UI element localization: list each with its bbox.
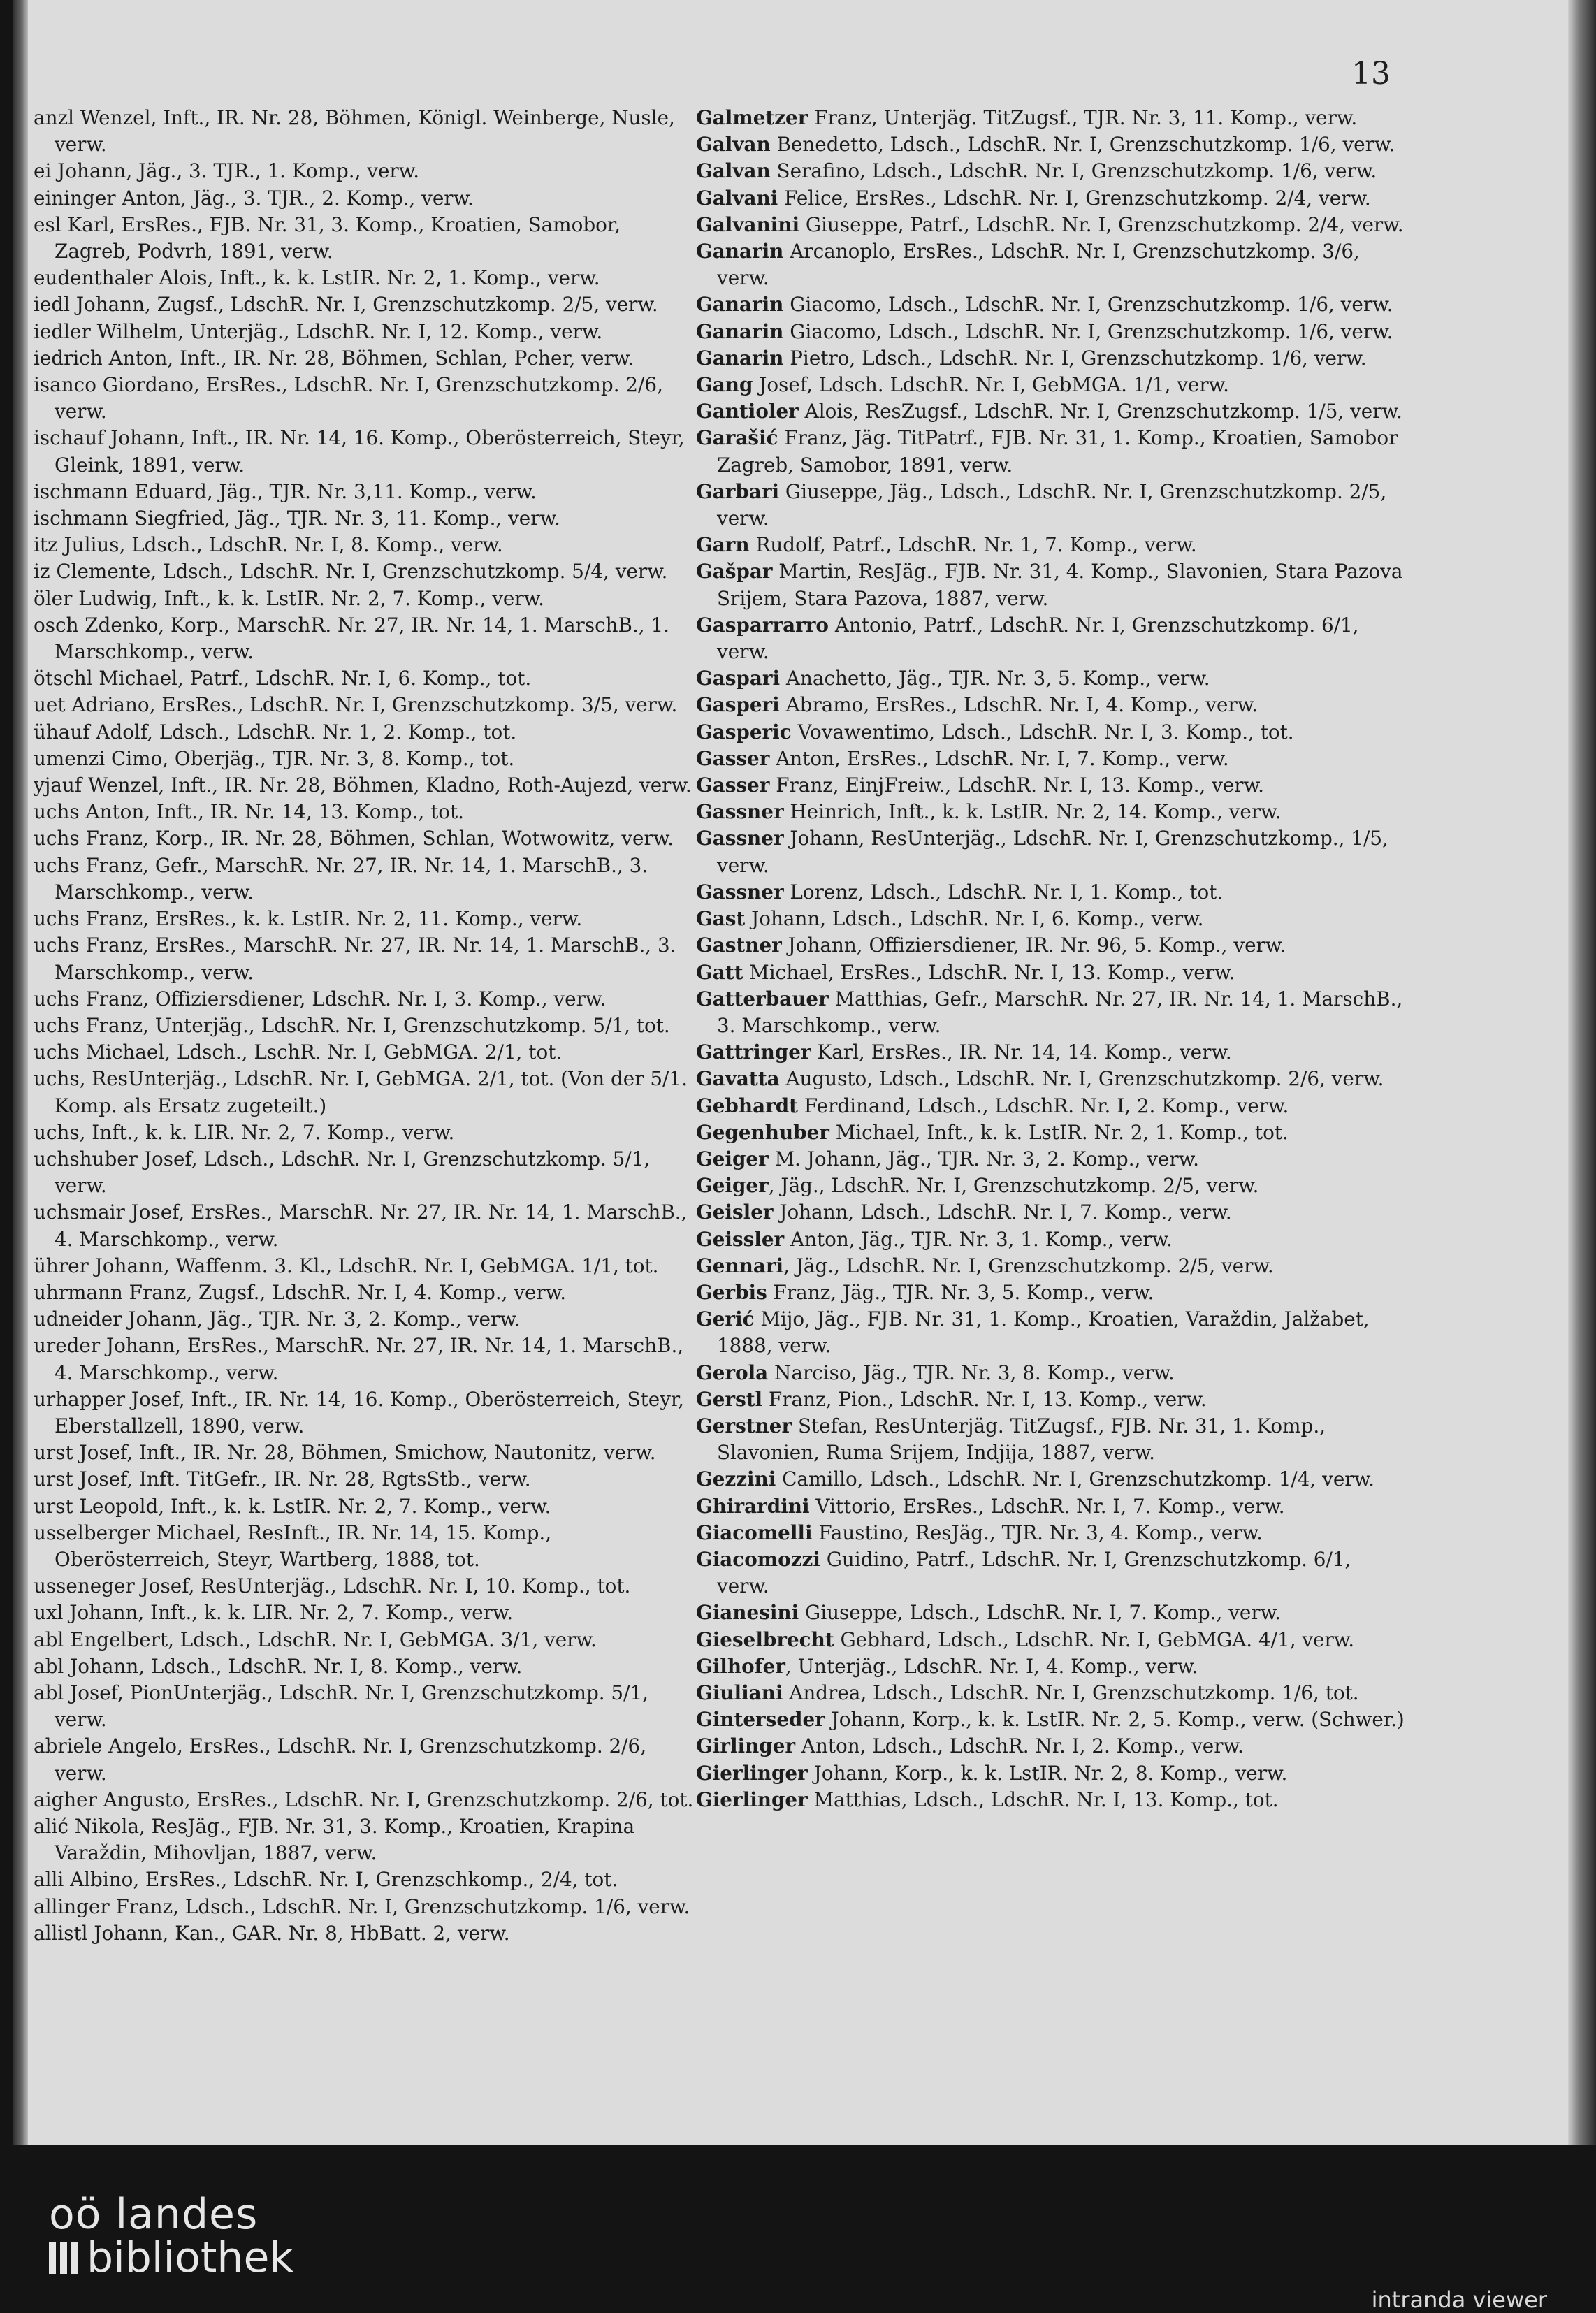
list-entry: ührer Johann, Waffenm. 3. Kl., LdschR. Nr. I, GebMGA. 1/1, tot. [34,1254,659,1277]
list-entry [696,425,1409,478]
list-entry [696,906,1409,932]
entry-surname: Gerstner [696,1414,792,1437]
entry-surname: Gantioler [696,400,799,423]
list-entry [696,1199,1409,1226]
list-entry: alli Albino, ErsRes., LdschR. Nr. I, Grenzschkomp., 2/4, tot. [34,1868,618,1892]
entry-details: Anachetto, Jäg., TJR. Nr. 3, 5. Komp., verw. [780,667,1210,690]
list-entry: uchs Franz, Offiziersdiener, LdschR. Nr. I, 3. Komp., verw. [34,987,607,1010]
entry-details: Anton, Ldsch., LdschR. Nr. I, 2. Komp., verw. [795,1734,1244,1758]
entry-details: Vovawentimo, Ldsch., LdschR. Nr. I, 3. Komp., tot. [791,720,1294,744]
entry-details: Narciso, Jäg., TJR. Nr. 3, 8. Komp., verw. [768,1361,1175,1384]
list-entry [696,1466,1409,1493]
entry-details: Johann, ResUnterjäg., LdschR. Nr. I, Grenzschutzkomp., 1/5, verw. [717,827,1388,877]
entry-surname: Gebhardt [696,1094,799,1117]
entry-surname: Garn [696,533,750,557]
entry-surname: Ganarin [696,319,784,343]
list-entry: uchs Franz, Unterjäg., LdschR. Nr. I, Grenzschutzkomp. 5/1, tot. [34,1013,670,1037]
list-entry [696,479,1409,532]
list-entry: anzl Wenzel, Inft., IR. Nr. 28, Böhmen, Königl. Weinberge, Nusle, verw. [34,106,675,157]
page-edge [1568,0,1596,2145]
list-entry [696,879,1409,906]
list-entry [696,185,1409,212]
list-entry [696,398,1409,425]
list-entry [696,1627,1409,1653]
entry-surname: Gerstl [696,1387,763,1411]
list-entry: urst Leopold, Inft., k. k. LstIR. Nr. 2, 7. Komp., verw. [34,1494,551,1518]
list-entry: abl Josef, PionUnterjäg., LdschR. Nr. I, Grenzschutzkomp. 5/1, verw. [34,1681,648,1732]
entry-surname: Giuliani [696,1681,783,1704]
entry-details: Camillo, Ldsch., LdschR. Nr. I, Grenzschutzkomp. 1/4, verw. [776,1467,1374,1491]
entry-surname: Galvan [696,133,771,157]
entry-details: Felice, ErsRes., LdschR. Nr. I, Grenzschutzkomp. 2/4, verw. [778,186,1371,210]
list-entry: urhapper Josef, Inft., IR. Nr. 14, 16. Komp., Oberösterreich, Steyr, Eberstallzell, 1890, verw. [34,1387,684,1437]
list-entry [696,665,1409,692]
entry-surname: Galmetzer [696,106,808,129]
list-entry: allinger Franz, Ldsch., LdschR. Nr. I, Grenzschutzkomp. 1/6, verw. [34,1894,690,1918]
entry-surname: Gierlinger [696,1788,808,1811]
entry-details: M. Johann, Jäg., TJR. Nr. 3, 2. Komp., verw. [768,1147,1199,1170]
entry-surname: Gasser [696,774,770,797]
logo-line-2-text: bibliothek [87,2233,294,2282]
entry-details: Matthias, Gefr., MarschR. Nr. 27, IR. Nr. 14, 1. MarschB., 3. Marschkomp., verw. [717,987,1403,1037]
list-entry [696,986,1409,1039]
viewer-label: intranda viewer [1371,2286,1547,2313]
list-entry [696,746,1409,772]
entry-details: Augusto, Ldsch., LdschR. Nr. I, Grenzschutzkomp. 2/6, verw. [779,1067,1384,1091]
entry-surname: Gatterbauer [696,987,829,1010]
list-entry [696,1386,1409,1413]
list-entry: udneider Johann, Jäg., TJR. Nr. 3, 2. Komp., verw. [34,1307,521,1331]
entry-details: Serafino, Ldsch., LdschR. Nr. I, Grenzschutzkomp. 1/6, verw. [770,159,1377,183]
entry-details: Stefan, ResUnterjäg. TitZugsf., FJB. Nr. 31, 1. Komp., Slavonien, Ruma Srijem, Indjija, 1887, verw. [717,1414,1326,1465]
entry-surname: Geiger [696,1174,769,1198]
list-entry: usseneger Josef, ResUnterjäg., LdschR. Nr. I, 10. Komp., tot. [34,1574,631,1598]
list-entry: uhrmann Franz, Zugsf., LdschR. Nr. I, 4. Komp., verw. [34,1280,567,1304]
list-entry [696,532,1409,558]
list-entry: iz Clemente, Ldsch., LdschR. Nr. I, Grenzschutzkomp. 5/4, verw. [34,560,668,583]
list-entry [696,105,1409,131]
list-entry: abriele Angelo, ErsRes., LdschR. Nr. I, Grenzschutzkomp. 2/6, verw. [34,1734,647,1785]
list-entry: ischauf Johann, Inft., IR. Nr. 14, 16. Komp., Oberösterreich, Steyr, Gleink, 1891, verw. [34,426,685,477]
list-entry: aigher Angusto, ErsRes., LdschR. Nr. I, Grenzschutzkomp. 2/6, tot. [34,1788,694,1811]
entry-details: Giacomo, Ldsch., LdschR. Nr. I, Grenzschutzkomp. 1/6, verw. [783,319,1393,343]
entry-details: Franz, Unterjäg. TitZugsf., TJR. Nr. 3, 11. Komp., verw. [808,106,1358,129]
list-entry [696,1600,1409,1626]
list-entry: uchs Franz, ErsRes., MarschR. Nr. 27, IR. Nr. 14, 1. MarschB., 3. Marschkomp., verw. [34,934,676,984]
entry-surname: Geisler [696,1201,774,1224]
list-entry [696,1119,1409,1146]
entry-details: Giuseppe, Jäg., Ldsch., LdschR. Nr. I, Grenzschutzkomp. 2/5, verw. [717,479,1387,530]
list-entry: uchsmair Josef, ErsRes., MarschR. Nr. 27, IR. Nr. 14, 1. MarschB., 4. Marschkomp., verw. [34,1201,688,1251]
list-entry: eininger Anton, Jäg., 3. TJR., 2. Komp., verw. [34,186,474,210]
list-entry [696,799,1409,825]
entry-details: Johann, Offiziersdiener, IR. Nr. 96, 5. Komp., verw. [781,934,1286,957]
list-entry [696,1253,1409,1279]
list-entry [696,291,1409,318]
entry-surname: Gasperi [696,693,780,717]
list-entry: uchs Franz, Korp., IR. Nr. 28, Böhmen, Schlan, Wotwowitz, verw. [34,827,674,850]
entry-details: Michael, Inft., k. k. LstIR. Nr. 2, 1. Komp., tot. [829,1120,1289,1144]
list-entry: uchs Franz, ErsRes., k. k. LstIR. Nr. 2, 11. Komp., verw. [34,907,583,931]
entry-surname: Ganarin [696,346,784,370]
entry-details: Franz, Jäg., TJR. Nr. 3, 5. Komp., verw. [767,1280,1154,1304]
list-entry: ötschl Michael, Patrf., LdschR. Nr. I, 6. Komp., tot. [34,667,532,690]
entry-surname: Gasperic [696,720,792,744]
list-entry [696,612,1409,665]
entry-surname: Gerbis [696,1280,767,1304]
entry-surname: Gast [696,907,746,931]
list-entry [696,1093,1409,1119]
entry-surname: Gezzini [696,1467,776,1491]
entry-details: Mijo, Jäg., FJB. Nr. 31, 1. Komp., Kroatien, Varaždin, Jalžabet, 1888, verw. [717,1307,1370,1358]
list-entry: ischmann Siegfried, Jäg., TJR. Nr. 3, 11. Komp., verw. [34,507,560,530]
entry-surname: Gerić [696,1307,755,1331]
list-entry [696,558,1409,611]
list-entry [696,1173,1409,1199]
entry-surname: Gennari [696,1254,784,1277]
list-entry: ei Johann, Jäg., 3. TJR., 1. Komp., verw. [34,159,420,183]
entry-surname: Galvan [696,159,771,183]
list-entry [696,1360,1409,1386]
entry-surname: Gassner [696,800,784,824]
list-entry: alić Nikola, ResJäg., FJB. Nr. 31, 3. Komp., Kroatien, Krapina Varaždin, Mihovljan, 1887, verw. [34,1815,635,1865]
left-column [34,105,694,1947]
list-entry [696,1306,1409,1359]
list-entry [696,959,1409,986]
entry-surname: Gavatta [696,1067,780,1091]
list-entry: esl Karl, ErsRes., FJB. Nr. 31, 3. Komp., Kroatien, Samobor, Zagreb, Podvrh, 1891, verw. [34,212,621,263]
list-entry: eudenthaler Alois, Inft., k. k. LstIR. Nr. 2, 1. Komp., verw. [34,266,600,290]
list-entry [696,1226,1409,1253]
entry-surname: Garašić [696,426,778,450]
entry-details: Michael, ErsRes., LdschR. Nr. I, 13. Komp., verw. [743,960,1235,984]
list-entry: uchs, ResUnterjäg., LdschR. Nr. I, GebMGA. 2/1, tot. (Von der 5/1. Komp. als Ersatz zugeteilt.) [34,1067,688,1117]
entry-surname: Galvanini [696,212,800,236]
list-entry [696,1413,1409,1466]
entry-details: Franz, Jäg. TitPatrf., FJB. Nr. 31, 1. Komp., Kroatien, Samobor Zagreb, Samobor, 1891, verw. [717,426,1398,477]
entry-details: Anton, Jäg., TJR. Nr. 3, 1. Komp., verw. [784,1227,1173,1251]
page-number: 13 [1351,56,1391,92]
entry-details: Giuseppe, Patrf., LdschR. Nr. I, Grenzschutzkomp. 2/4, verw. [799,212,1404,236]
scanned-page [13,0,1568,2145]
logo-bars-icon [49,2242,78,2274]
list-entry: urst Josef, Inft., IR. Nr. 28, Böhmen, Smichow, Nautonitz, verw. [34,1441,656,1465]
list-entry: uet Adriano, ErsRes., LdschR. Nr. I, Grenzschutzkomp. 3/5, verw. [34,693,678,717]
entry-surname: Gegenhuber [696,1120,829,1144]
list-entry: uxl Johann, Inft., k. k. LIR. Nr. 2, 7. Komp., verw. [34,1601,514,1625]
list-entry [696,692,1409,718]
entry-surname: Ganarin [696,293,784,317]
entry-details: Alois, ResZugsf., LdschR. Nr. I, Grenzschutzkomp. 1/5, verw. [798,400,1402,423]
entry-details: , Jäg., LdschR. Nr. I, Grenzschutzkomp. 2/5, verw. [783,1254,1274,1277]
list-entry [696,1733,1409,1760]
list-entry [696,319,1409,345]
list-entry: iedl Johann, Zugsf., LdschR. Nr. I, Grenzschutzkomp. 2/5, verw. [34,293,658,317]
entry-details: Johann, Korp., k. k. LstIR. Nr. 2, 8. Komp., verw. [807,1761,1288,1785]
list-entry [696,1066,1409,1092]
list-entry: urst Josef, Inft. TitGefr., IR. Nr. 28, RgtsStb., verw. [34,1467,531,1491]
entry-details: Vittorio, ErsRes., LdschR. Nr. I, 7. Komp., verw. [809,1494,1285,1518]
entry-details: Matthias, Ldsch., LdschR. Nr. I, 13. Komp., tot. [807,1788,1279,1811]
entry-surname: Gassner [696,880,784,904]
list-entry: usselberger Michael, ResInft., IR. Nr. 14, 15. Komp., Oberösterreich, Steyr, Wartberg, 1888, tot. [34,1521,552,1571]
entry-surname: Ginterseder [696,1708,825,1732]
logo-line-1: oö landes [49,2190,259,2239]
list-entry: umenzi Cimo, Oberjäg., TJR. Nr. 3, 8. Komp., tot. [34,746,515,770]
entry-details: Faustino, ResJäg., TJR. Nr. 3, 4. Komp., verw. [812,1521,1263,1544]
entry-details: Andrea, Ldsch., LdschR. Nr. I, Grenzschutzkomp. 1/6, tot. [783,1681,1359,1704]
entry-surname: Gaspari [696,667,781,690]
entry-surname: Gašpar [696,560,773,583]
list-entry: osch Zdenko, Korp., MarschR. Nr. 27, IR. Nr. 14, 1. MarschB., 1. Marschkomp., verw. [34,613,670,664]
list-entry [696,1520,1409,1546]
entry-details: Benedetto, Ldsch., LdschR. Nr. I, Grenzschutzkomp. 1/6, verw. [770,133,1395,157]
entry-details: Karl, ErsRes., IR. Nr. 14, 14. Komp., verw. [811,1041,1232,1064]
entry-surname: Gilhofer [696,1654,785,1678]
entry-details: Ferdinand, Ldsch., LdschR. Nr. I, 2. Komp., verw. [798,1094,1289,1117]
entry-details: Johann, Ldsch., LdschR. Nr. I, 7. Komp., verw. [773,1201,1232,1224]
entry-details: Rudolf, Patrf., LdschR. Nr. 1, 7. Komp., verw. [749,533,1197,557]
entry-surname: Gatt [696,960,743,984]
entry-surname: Giacomelli [696,1521,813,1544]
entry-details: Abramo, ErsRes., LdschR. Nr. I, 4. Komp., verw. [779,693,1258,717]
list-entry: allistl Johann, Kan., GAR. Nr. 8, HbBatt. 2, verw. [34,1921,510,1945]
entry-surname: Gierlinger [696,1761,808,1785]
list-entry [696,1706,1409,1733]
entry-surname: Gang [696,373,753,397]
entry-surname: Galvani [696,186,778,210]
entry-details: Antonio, Patrf., LdschR. Nr. I, Grenzschutzkomp. 6/1, verw. [717,613,1359,664]
book-spine [13,0,28,2145]
entry-surname: Gassner [696,827,784,850]
list-entry: abl Johann, Ldsch., LdschR. Nr. I, 8. Komp., verw. [34,1654,523,1678]
entry-details: Arcanoplo, ErsRes., LdschR. Nr. I, Grenzschutzkomp. 3/6, verw. [717,240,1360,290]
entry-surname: Giacomozzi [696,1547,820,1571]
list-entry: yjauf Wenzel, Inft., IR. Nr. 28, Böhmen, Kladno, Roth-Aujezd, verw. [34,774,692,797]
list-entry [696,932,1409,959]
list-entry [696,825,1409,878]
entry-surname: Ghirardini [696,1494,810,1518]
list-entry [696,238,1409,291]
entry-surname: Ganarin [696,240,784,263]
list-entry: öler Ludwig, Inft., k. k. LstIR. Nr. 2, 7. Komp., verw. [34,586,544,610]
list-entry: uchs Franz, Gefr., MarschR. Nr. 27, IR. Nr. 14, 1. MarschB., 3. Marschkomp., verw. [34,853,648,904]
entry-surname: Garbari [696,479,780,503]
entry-details: Giacomo, Ldsch., LdschR. Nr. I, Grenzschutzkomp. 1/6, verw. [783,293,1393,317]
list-entry: ureder Johann, ErsRes., MarschR. Nr. 27, IR. Nr. 14, 1. MarschB., 4. Marschkomp., verw. [34,1334,684,1384]
entry-details: Lorenz, Ldsch., LdschR. Nr. I, 1. Komp., tot. [783,880,1224,904]
list-entry [696,719,1409,746]
list-entry [696,372,1409,398]
entry-details: Johann, Korp., k. k. LstIR. Nr. 2, 5. Komp., verw. (Schwer.) [825,1708,1405,1732]
library-logo [49,2190,294,2282]
list-entry [696,1039,1409,1066]
entry-surname: Geiger [696,1147,769,1170]
entry-details: Anton, ErsRes., LdschR. Nr. I, 7. Komp., verw. [769,746,1229,770]
list-entry [696,158,1409,184]
entry-details: , Jäg., LdschR. Nr. I, Grenzschutzkomp. 2/5, verw. [768,1174,1259,1198]
right-column [696,105,1409,1813]
list-entry: itz Julius, Ldsch., LdschR. Nr. I, 8. Komp., verw. [34,533,503,557]
list-entry: ühauf Adolf, Ldsch., LdschR. Nr. 1, 2. Komp., tot. [34,720,517,744]
list-entry [696,131,1409,158]
entry-details: Pietro, Ldsch., LdschR. Nr. I, Grenzschutzkomp. 1/6, verw. [783,346,1367,370]
entry-surname: Gasser [696,746,770,770]
entry-details: Heinrich, Inft., k. k. LstIR. Nr. 2, 14. Komp., verw. [783,800,1282,824]
list-entry [696,1546,1409,1600]
entry-surname: Geissler [696,1227,785,1251]
list-entry [696,1146,1409,1173]
entry-details: Franz, Pion., LdschR. Nr. I, 13. Komp., verw. [762,1387,1207,1411]
list-entry [696,1279,1409,1306]
list-entry [696,1653,1409,1680]
entry-surname: Gerola [696,1361,769,1384]
entry-details: Franz, EinjFreiw., LdschR. Nr. I, 13. Komp., verw. [769,774,1264,797]
list-entry [696,772,1409,799]
list-entry [696,1680,1409,1706]
entry-surname: Girlinger [696,1734,796,1758]
list-entry: uchshuber Josef, Ldsch., LdschR. Nr. I, Grenzschutzkomp. 5/1, verw. [34,1147,651,1198]
entry-details: Giuseppe, Ldsch., LdschR. Nr. I, 7. Komp., verw. [799,1601,1281,1625]
logo-line-2 [49,2233,294,2282]
entry-details: Johann, Ldsch., LdschR. Nr. I, 6. Komp., verw. [745,907,1204,931]
list-entry [696,345,1409,372]
entry-details: Martin, ResJäg., FJB. Nr. 31, 4. Komp., Slavonien, Stara Pazova Srijem, Stara Pazova, 1887, verw. [717,560,1403,610]
list-entry: uchs, Inft., k. k. LIR. Nr. 2, 7. Komp., verw. [34,1120,455,1144]
list-entry: uchs Anton, Inft., IR. Nr. 14, 13. Komp., tot. [34,800,464,824]
list-entry [696,1760,1409,1787]
list-entry: isanco Giordano, ErsRes., LdschR. Nr. I, Grenzschutzkomp. 2/6, verw. [34,373,663,423]
list-entry [696,1787,1409,1813]
entry-details: Guidino, Patrf., LdschR. Nr. I, Grenzschutzkomp. 6/1, verw. [717,1547,1351,1598]
entry-surname: Gastner [696,934,782,957]
list-entry [696,212,1409,238]
entry-details: Gebhard, Ldsch., LdschR. Nr. I, GebMGA. 4/1, verw. [834,1627,1355,1651]
list-entry: abl Engelbert, Ldsch., LdschR. Nr. I, GebMGA. 3/1, verw. [34,1627,597,1651]
entry-surname: Gieselbrecht [696,1627,834,1651]
entry-surname: Gattringer [696,1041,811,1064]
list-entry: uchs Michael, Ldsch., LschR. Nr. I, GebMGA. 2/1, tot. [34,1041,563,1064]
entry-details: , Unterjäg., LdschR. Nr. I, 4. Komp., verw. [785,1654,1198,1678]
entry-surname: Gasparrarro [696,613,829,637]
list-entry: iedler Wilhelm, Unterjäg., LdschR. Nr. I, 12. Komp., verw. [34,319,603,343]
list-entry: iedrich Anton, Inft., IR. Nr. 28, Böhmen, Schlan, Pcher, verw. [34,346,634,370]
entry-surname: Gianesini [696,1601,799,1625]
list-entry [696,1493,1409,1520]
entry-details: Josef, Ldsch. LdschR. Nr. I, GebMGA. 1/1, verw. [753,373,1229,397]
list-entry: ischmann Eduard, Jäg., TJR. Nr. 3,11. Komp., verw. [34,479,537,503]
